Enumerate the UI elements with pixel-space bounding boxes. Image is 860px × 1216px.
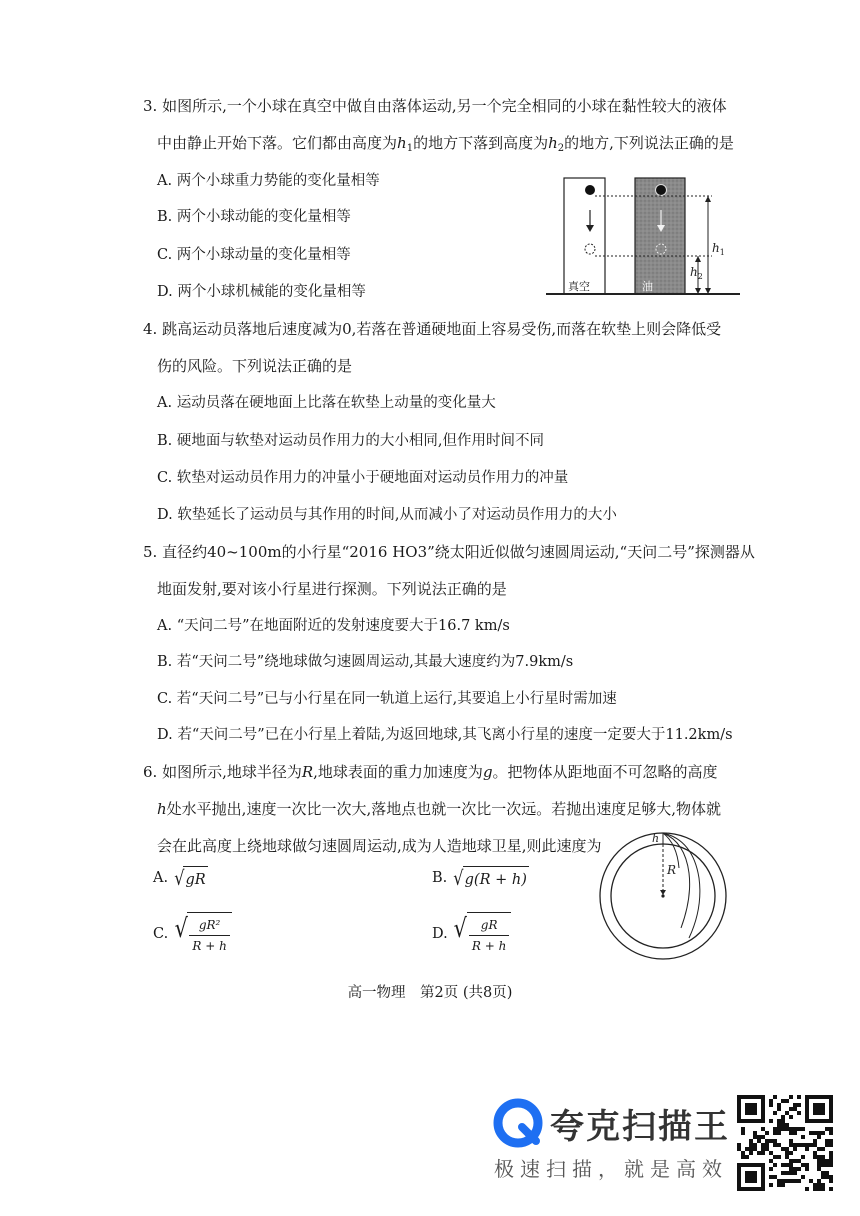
q3-figure <box>540 172 745 300</box>
vacuum-ball <box>585 185 595 195</box>
vacuum-container <box>564 178 605 294</box>
q6-option-c: C. √ $\frac{\text{gR²}}{R + h}$ <box>153 912 232 956</box>
q4-option-d: D. 软垫延长了运动员与其作用的时间,从而减小了对运动员作用力的大小 <box>157 507 617 523</box>
q5-stem-line1: 5. 直径约40~100m的小行星“2016 HO3”绕太阳近似做匀速圆周运动,“天问二号”探测器从 <box>143 543 755 561</box>
q4-option-b: B. 硬地面与软垫对运动员作用力的大小相同,但作用时间不同 <box>157 433 544 449</box>
q6-option-a: A. √ gR <box>153 866 206 890</box>
q5-stem-line2: 地面发射,要对该小行星进行探测。下列说法正确的是 <box>157 580 507 598</box>
q3-option-c: C. 两个小球动量的变化量相等 <box>157 247 351 263</box>
q3-option-b: B. 两个小球动能的变化量相等 <box>157 209 351 225</box>
q5-option-a: A. “天问二号”在地面附近的发射速度要大于16.7 km/s <box>157 618 510 634</box>
scanner-logo-icon <box>492 1097 544 1149</box>
watermark-slogan: 极速扫描，就是高效 <box>494 1157 728 1181</box>
q3-option-d: D. 两个小球机械能的变化量相等 <box>157 284 366 300</box>
q5-option-d: D. 若“天问二号”已在小行星上着陆,为返回地球,其飞离小行星的速度一定要大于11.2km/s <box>157 727 733 743</box>
R-label: R <box>667 863 677 877</box>
h1-label: $h_1$ <box>712 241 725 257</box>
q6-option-b: B. √ g(R + h) <box>432 866 527 890</box>
h-label: h <box>652 832 660 845</box>
scanner-watermark <box>492 1097 732 1185</box>
oil-label: 油 <box>642 280 653 293</box>
q6-option-d: D. √ $\frac{gR}{R + h}$ <box>432 912 511 956</box>
q6-earth-figure <box>597 828 729 962</box>
oil-ball <box>656 185 667 196</box>
page-footer: 高一物理 第2页 (共8页) <box>347 985 513 1001</box>
q6-stem-line3: 会在此高度上绕地球做匀速圆周运动,成为人造地球卫星,则此速度为 <box>157 837 602 855</box>
q5-option-c: C. 若“天问二号”已与小行星在同一轨道上运行,其要追上小行星时需加速 <box>157 691 617 707</box>
q5-option-b: B. 若“天问二号”绕地球做匀速圆周运动,其最大速度约为7.9km/s <box>157 654 574 670</box>
h2-label: $h_2$ <box>690 265 703 281</box>
vacuum-label: 真空 <box>568 280 590 293</box>
q3-stem-line1: 3. 如图所示,一个小球在真空中做自由落体运动,另一个完全相同的小球在黏性较大的液体 <box>143 97 727 115</box>
qr-code-icon <box>737 1095 833 1191</box>
q6-stem-line1: 6. 如图所示,地球半径为R,地球表面的重力加速度为g。把物体从距地面不可忽略的高度 <box>143 763 718 781</box>
watermark-brand-name: 夸克扫描王 <box>550 1107 730 1147</box>
q3-stem-line2: 中由静止开始下落。它们都由高度为$h_1$的地方下落到高度为$h_2$的地方,下列说法正确的是 <box>157 134 734 154</box>
q6-stem-line2: h处水平抛出,速度一次比一次大,落地点也就一次比一次远。若抛出速度足够大,物体就 <box>157 800 721 818</box>
q4-stem-line1: 4. 跳高运动员落地后速度减为0,若落在普通硬地面上容易受伤,而落在软垫上则会降低受 <box>143 320 722 338</box>
q4-option-c: C. 软垫对运动员作用力的冲量小于硬地面对运动员作用力的冲量 <box>157 470 569 486</box>
q4-option-a: A. 运动员落在硬地面上比落在软垫上动量的变化量大 <box>157 395 496 411</box>
q3-option-a: A. 两个小球重力势能的变化量相等 <box>157 173 380 189</box>
q4-stem-line2: 伤的风险。下列说法正确的是 <box>157 357 353 375</box>
